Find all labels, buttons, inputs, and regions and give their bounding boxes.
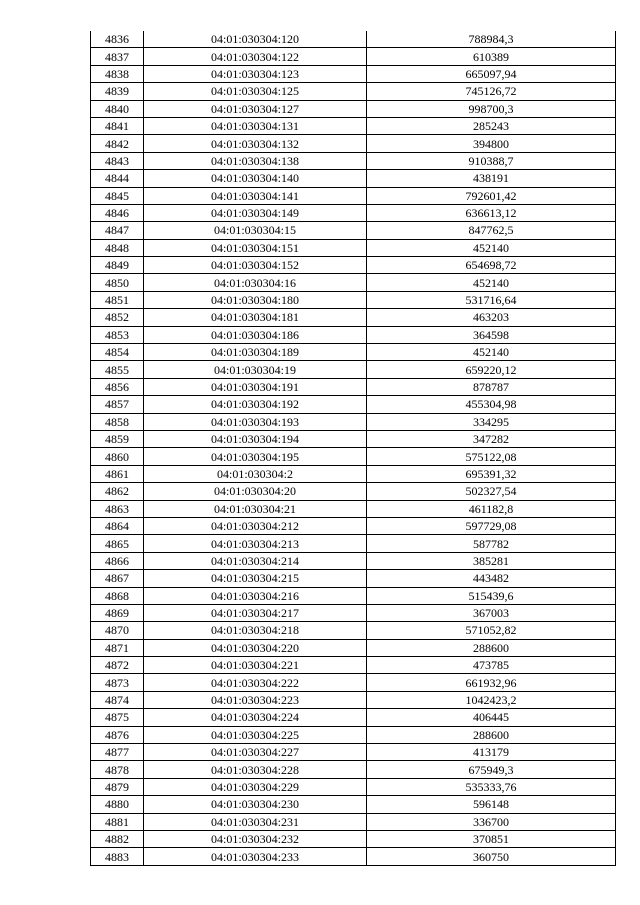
- cadastral-value-cell: 878787: [367, 378, 616, 395]
- table-row: [91, 291, 616, 308]
- cadastral-value-cell: 334295: [367, 413, 616, 430]
- cadastral-value-cell: 288600: [367, 726, 616, 743]
- cadastral-value-cell: 910388,7: [367, 152, 616, 169]
- table-row: [91, 483, 616, 500]
- row-number-cell: 4856: [91, 378, 144, 395]
- table-row: [91, 552, 616, 569]
- cadastral-value-cell: 385281: [367, 552, 616, 569]
- row-number-cell: 4872: [91, 657, 144, 674]
- cadastral-value-cell: 695391,32: [367, 465, 616, 482]
- row-number-cell: 4847: [91, 222, 144, 239]
- row-number-cell: 4875: [91, 709, 144, 726]
- row-number-cell: 4862: [91, 483, 144, 500]
- cadastral-number-cell: 04:01:030304:228: [144, 761, 367, 778]
- table-row: [91, 448, 616, 465]
- cadastral-value-cell: 654698,72: [367, 257, 616, 274]
- cadastral-value-cell: 367003: [367, 604, 616, 621]
- cadastral-number-cell: 04:01:030304:193: [144, 413, 367, 430]
- row-number-cell: 4878: [91, 761, 144, 778]
- cadastral-number-cell: 04:01:030304:222: [144, 674, 367, 691]
- table-row: [91, 170, 616, 187]
- cadastral-value-cell: 745126,72: [367, 83, 616, 100]
- table-row: [91, 639, 616, 656]
- cadastral-value-cell: 463203: [367, 309, 616, 326]
- table-row: [91, 813, 616, 830]
- row-number-cell: 4877: [91, 744, 144, 761]
- cadastral-value-cell: 998700,3: [367, 100, 616, 117]
- cadastral-number-cell: 04:01:030304:225: [144, 726, 367, 743]
- cadastral-value-cell: 336700: [367, 813, 616, 830]
- cadastral-number-cell: 04:01:030304:149: [144, 204, 367, 221]
- table-row: [91, 100, 616, 117]
- table-row: [91, 135, 616, 152]
- cadastral-value-cell: 360750: [367, 848, 616, 865]
- cadastral-number-cell: 04:01:030304:189: [144, 344, 367, 361]
- cadastral-value-cell: 443482: [367, 570, 616, 587]
- cadastral-value-cell: 452140: [367, 239, 616, 256]
- cadastral-value-cell: 288600: [367, 639, 616, 656]
- cadastral-value-cell: 413179: [367, 744, 616, 761]
- cadastral-number-cell: 04:01:030304:215: [144, 570, 367, 587]
- cadastral-value-cell: 438191: [367, 170, 616, 187]
- cadastral-number-cell: 04:01:030304:218: [144, 622, 367, 639]
- cadastral-value-cell: 792601,42: [367, 187, 616, 204]
- cadastral-number-cell: 04:01:030304:151: [144, 239, 367, 256]
- cadastral-number-cell: 04:01:030304:216: [144, 587, 367, 604]
- cadastral-value-cell: 636613,12: [367, 204, 616, 221]
- row-number-cell: 4846: [91, 204, 144, 221]
- row-number-cell: 4866: [91, 552, 144, 569]
- table-row: [91, 691, 616, 708]
- cadastral-value-cell: 661932,96: [367, 674, 616, 691]
- table-row: [91, 413, 616, 430]
- cadastral-number-cell: 04:01:030304:233: [144, 848, 367, 865]
- cadastral-value-cell: 285243: [367, 117, 616, 134]
- table-row: [91, 744, 616, 761]
- cadastral-value-cell: 370851: [367, 830, 616, 847]
- cadastral-number-cell: 04:01:030304:224: [144, 709, 367, 726]
- row-number-cell: 4854: [91, 344, 144, 361]
- cadastral-value-cell: 502327,54: [367, 483, 616, 500]
- table-row: [91, 65, 616, 82]
- cadastral-value-cell: 596148: [367, 796, 616, 813]
- row-number-cell: 4882: [91, 830, 144, 847]
- cadastral-number-cell: 04:01:030304:15: [144, 222, 367, 239]
- cadastral-number-cell: 04:01:030304:127: [144, 100, 367, 117]
- cadastral-number-cell: 04:01:030304:140: [144, 170, 367, 187]
- row-number-cell: 4861: [91, 465, 144, 482]
- row-number-cell: 4849: [91, 257, 144, 274]
- table-row: [91, 570, 616, 587]
- table-row: [91, 222, 616, 239]
- row-number-cell: 4836: [91, 31, 144, 48]
- table-row: [91, 709, 616, 726]
- row-number-cell: 4843: [91, 152, 144, 169]
- row-number-cell: 4844: [91, 170, 144, 187]
- cadastral-number-cell: 04:01:030304:191: [144, 378, 367, 395]
- table-row: [91, 187, 616, 204]
- row-number-cell: 4839: [91, 83, 144, 100]
- table-row: [91, 83, 616, 100]
- cadastral-number-cell: 04:01:030304:181: [144, 309, 367, 326]
- table-row: [91, 761, 616, 778]
- row-number-cell: 4860: [91, 448, 144, 465]
- cadastral-number-cell: 04:01:030304:227: [144, 744, 367, 761]
- row-number-cell: 4868: [91, 587, 144, 604]
- table-row: [91, 309, 616, 326]
- cadastral-value-cell: 575122,08: [367, 448, 616, 465]
- table-row: [91, 31, 616, 48]
- table-row: [91, 274, 616, 291]
- table-row: [91, 257, 616, 274]
- cadastral-number-cell: 04:01:030304:212: [144, 517, 367, 534]
- cadastral-number-cell: 04:01:030304:195: [144, 448, 367, 465]
- cadastral-value-cell: 452140: [367, 344, 616, 361]
- row-number-cell: 4865: [91, 535, 144, 552]
- cadastral-number-cell: 04:01:030304:20: [144, 483, 367, 500]
- cadastral-number-cell: 04:01:030304:221: [144, 657, 367, 674]
- table-row: [91, 674, 616, 691]
- row-number-cell: 4841: [91, 117, 144, 134]
- cadastral-number-cell: 04:01:030304:152: [144, 257, 367, 274]
- cadastral-number-cell: 04:01:030304:232: [144, 830, 367, 847]
- cadastral-number-cell: 04:01:030304:217: [144, 604, 367, 621]
- cadastral-value-cell: 610389: [367, 48, 616, 65]
- row-number-cell: 4857: [91, 396, 144, 413]
- cadastral-value-table: [90, 31, 616, 866]
- row-number-cell: 4842: [91, 135, 144, 152]
- cadastral-value-cell: 847762,5: [367, 222, 616, 239]
- row-number-cell: 4880: [91, 796, 144, 813]
- cadastral-number-cell: 04:01:030304:132: [144, 135, 367, 152]
- cadastral-number-cell: 04:01:030304:180: [144, 291, 367, 308]
- cadastral-number-cell: 04:01:030304:186: [144, 326, 367, 343]
- row-number-cell: 4850: [91, 274, 144, 291]
- table-row: [91, 500, 616, 517]
- cadastral-number-cell: 04:01:030304:125: [144, 83, 367, 100]
- table-row: [91, 622, 616, 639]
- cadastral-value-cell: 455304,98: [367, 396, 616, 413]
- cadastral-number-cell: 04:01:030304:229: [144, 778, 367, 795]
- table-row: [91, 848, 616, 865]
- cadastral-value-cell: 571052,82: [367, 622, 616, 639]
- row-number-cell: 4859: [91, 430, 144, 447]
- cadastral-number-cell: 04:01:030304:131: [144, 117, 367, 134]
- cadastral-number-cell: 04:01:030304:214: [144, 552, 367, 569]
- cadastral-value-cell: 394800: [367, 135, 616, 152]
- table-row: [91, 535, 616, 552]
- cadastral-value-cell: 452140: [367, 274, 616, 291]
- row-number-cell: 4840: [91, 100, 144, 117]
- cadastral-number-cell: 04:01:030304:230: [144, 796, 367, 813]
- row-number-cell: 4863: [91, 500, 144, 517]
- cadastral-number-cell: 04:01:030304:19: [144, 361, 367, 378]
- cadastral-value-cell: 461182,8: [367, 500, 616, 517]
- cadastral-number-cell: 04:01:030304:220: [144, 639, 367, 656]
- cadastral-value-cell: 531716,64: [367, 291, 616, 308]
- cadastral-number-cell: 04:01:030304:21: [144, 500, 367, 517]
- cadastral-number-cell: 04:01:030304:141: [144, 187, 367, 204]
- cadastral-number-cell: 04:01:030304:2: [144, 465, 367, 482]
- cadastral-number-cell: 04:01:030304:120: [144, 31, 367, 48]
- table-row: [91, 239, 616, 256]
- cadastral-value-cell: 587782: [367, 535, 616, 552]
- table-row: [91, 48, 616, 65]
- table-row: [91, 378, 616, 395]
- table-row: [91, 152, 616, 169]
- table-body: [91, 31, 616, 865]
- table-row: [91, 830, 616, 847]
- row-number-cell: 4876: [91, 726, 144, 743]
- table-row: [91, 326, 616, 343]
- row-number-cell: 4883: [91, 848, 144, 865]
- cadastral-number-cell: 04:01:030304:122: [144, 48, 367, 65]
- row-number-cell: 4845: [91, 187, 144, 204]
- row-number-cell: 4881: [91, 813, 144, 830]
- row-number-cell: 4869: [91, 604, 144, 621]
- cadastral-number-cell: 04:01:030304:231: [144, 813, 367, 830]
- row-number-cell: 4838: [91, 65, 144, 82]
- table-row: [91, 726, 616, 743]
- cadastral-number-cell: 04:01:030304:223: [144, 691, 367, 708]
- row-number-cell: 4879: [91, 778, 144, 795]
- row-number-cell: 4855: [91, 361, 144, 378]
- row-number-cell: 4837: [91, 48, 144, 65]
- cadastral-number-cell: 04:01:030304:16: [144, 274, 367, 291]
- cadastral-value-cell: 788984,3: [367, 31, 616, 48]
- row-number-cell: 4870: [91, 622, 144, 639]
- row-number-cell: 4858: [91, 413, 144, 430]
- row-number-cell: 4853: [91, 326, 144, 343]
- cadastral-value-cell: 473785: [367, 657, 616, 674]
- table-row: [91, 587, 616, 604]
- row-number-cell: 4851: [91, 291, 144, 308]
- cadastral-value-cell: 347282: [367, 430, 616, 447]
- cadastral-number-cell: 04:01:030304:138: [144, 152, 367, 169]
- row-number-cell: 4848: [91, 239, 144, 256]
- row-number-cell: 4864: [91, 517, 144, 534]
- cadastral-value-cell: 665097,94: [367, 65, 616, 82]
- cadastral-number-cell: 04:01:030304:213: [144, 535, 367, 552]
- table-row: [91, 465, 616, 482]
- cadastral-number-cell: 04:01:030304:123: [144, 65, 367, 82]
- table-row: [91, 796, 616, 813]
- table-row: [91, 117, 616, 134]
- cadastral-number-cell: 04:01:030304:192: [144, 396, 367, 413]
- cadastral-value-cell: 659220,12: [367, 361, 616, 378]
- table-row: [91, 396, 616, 413]
- cadastral-value-cell: 535333,76: [367, 778, 616, 795]
- table-row: [91, 657, 616, 674]
- table-row: [91, 517, 616, 534]
- table-row: [91, 204, 616, 221]
- table-row: [91, 604, 616, 621]
- cadastral-value-cell: 364598: [367, 326, 616, 343]
- cadastral-value-cell: 406445: [367, 709, 616, 726]
- row-number-cell: 4867: [91, 570, 144, 587]
- cadastral-value-cell: 675949,3: [367, 761, 616, 778]
- table-row: [91, 361, 616, 378]
- row-number-cell: 4852: [91, 309, 144, 326]
- cadastral-value-cell: 597729,08: [367, 517, 616, 534]
- table-row: [91, 778, 616, 795]
- row-number-cell: 4873: [91, 674, 144, 691]
- cadastral-value-cell: 1042423,2: [367, 691, 616, 708]
- row-number-cell: 4871: [91, 639, 144, 656]
- row-number-cell: 4874: [91, 691, 144, 708]
- cadastral-value-cell: 515439,6: [367, 587, 616, 604]
- table-row: [91, 344, 616, 361]
- table-row: [91, 430, 616, 447]
- cadastral-number-cell: 04:01:030304:194: [144, 430, 367, 447]
